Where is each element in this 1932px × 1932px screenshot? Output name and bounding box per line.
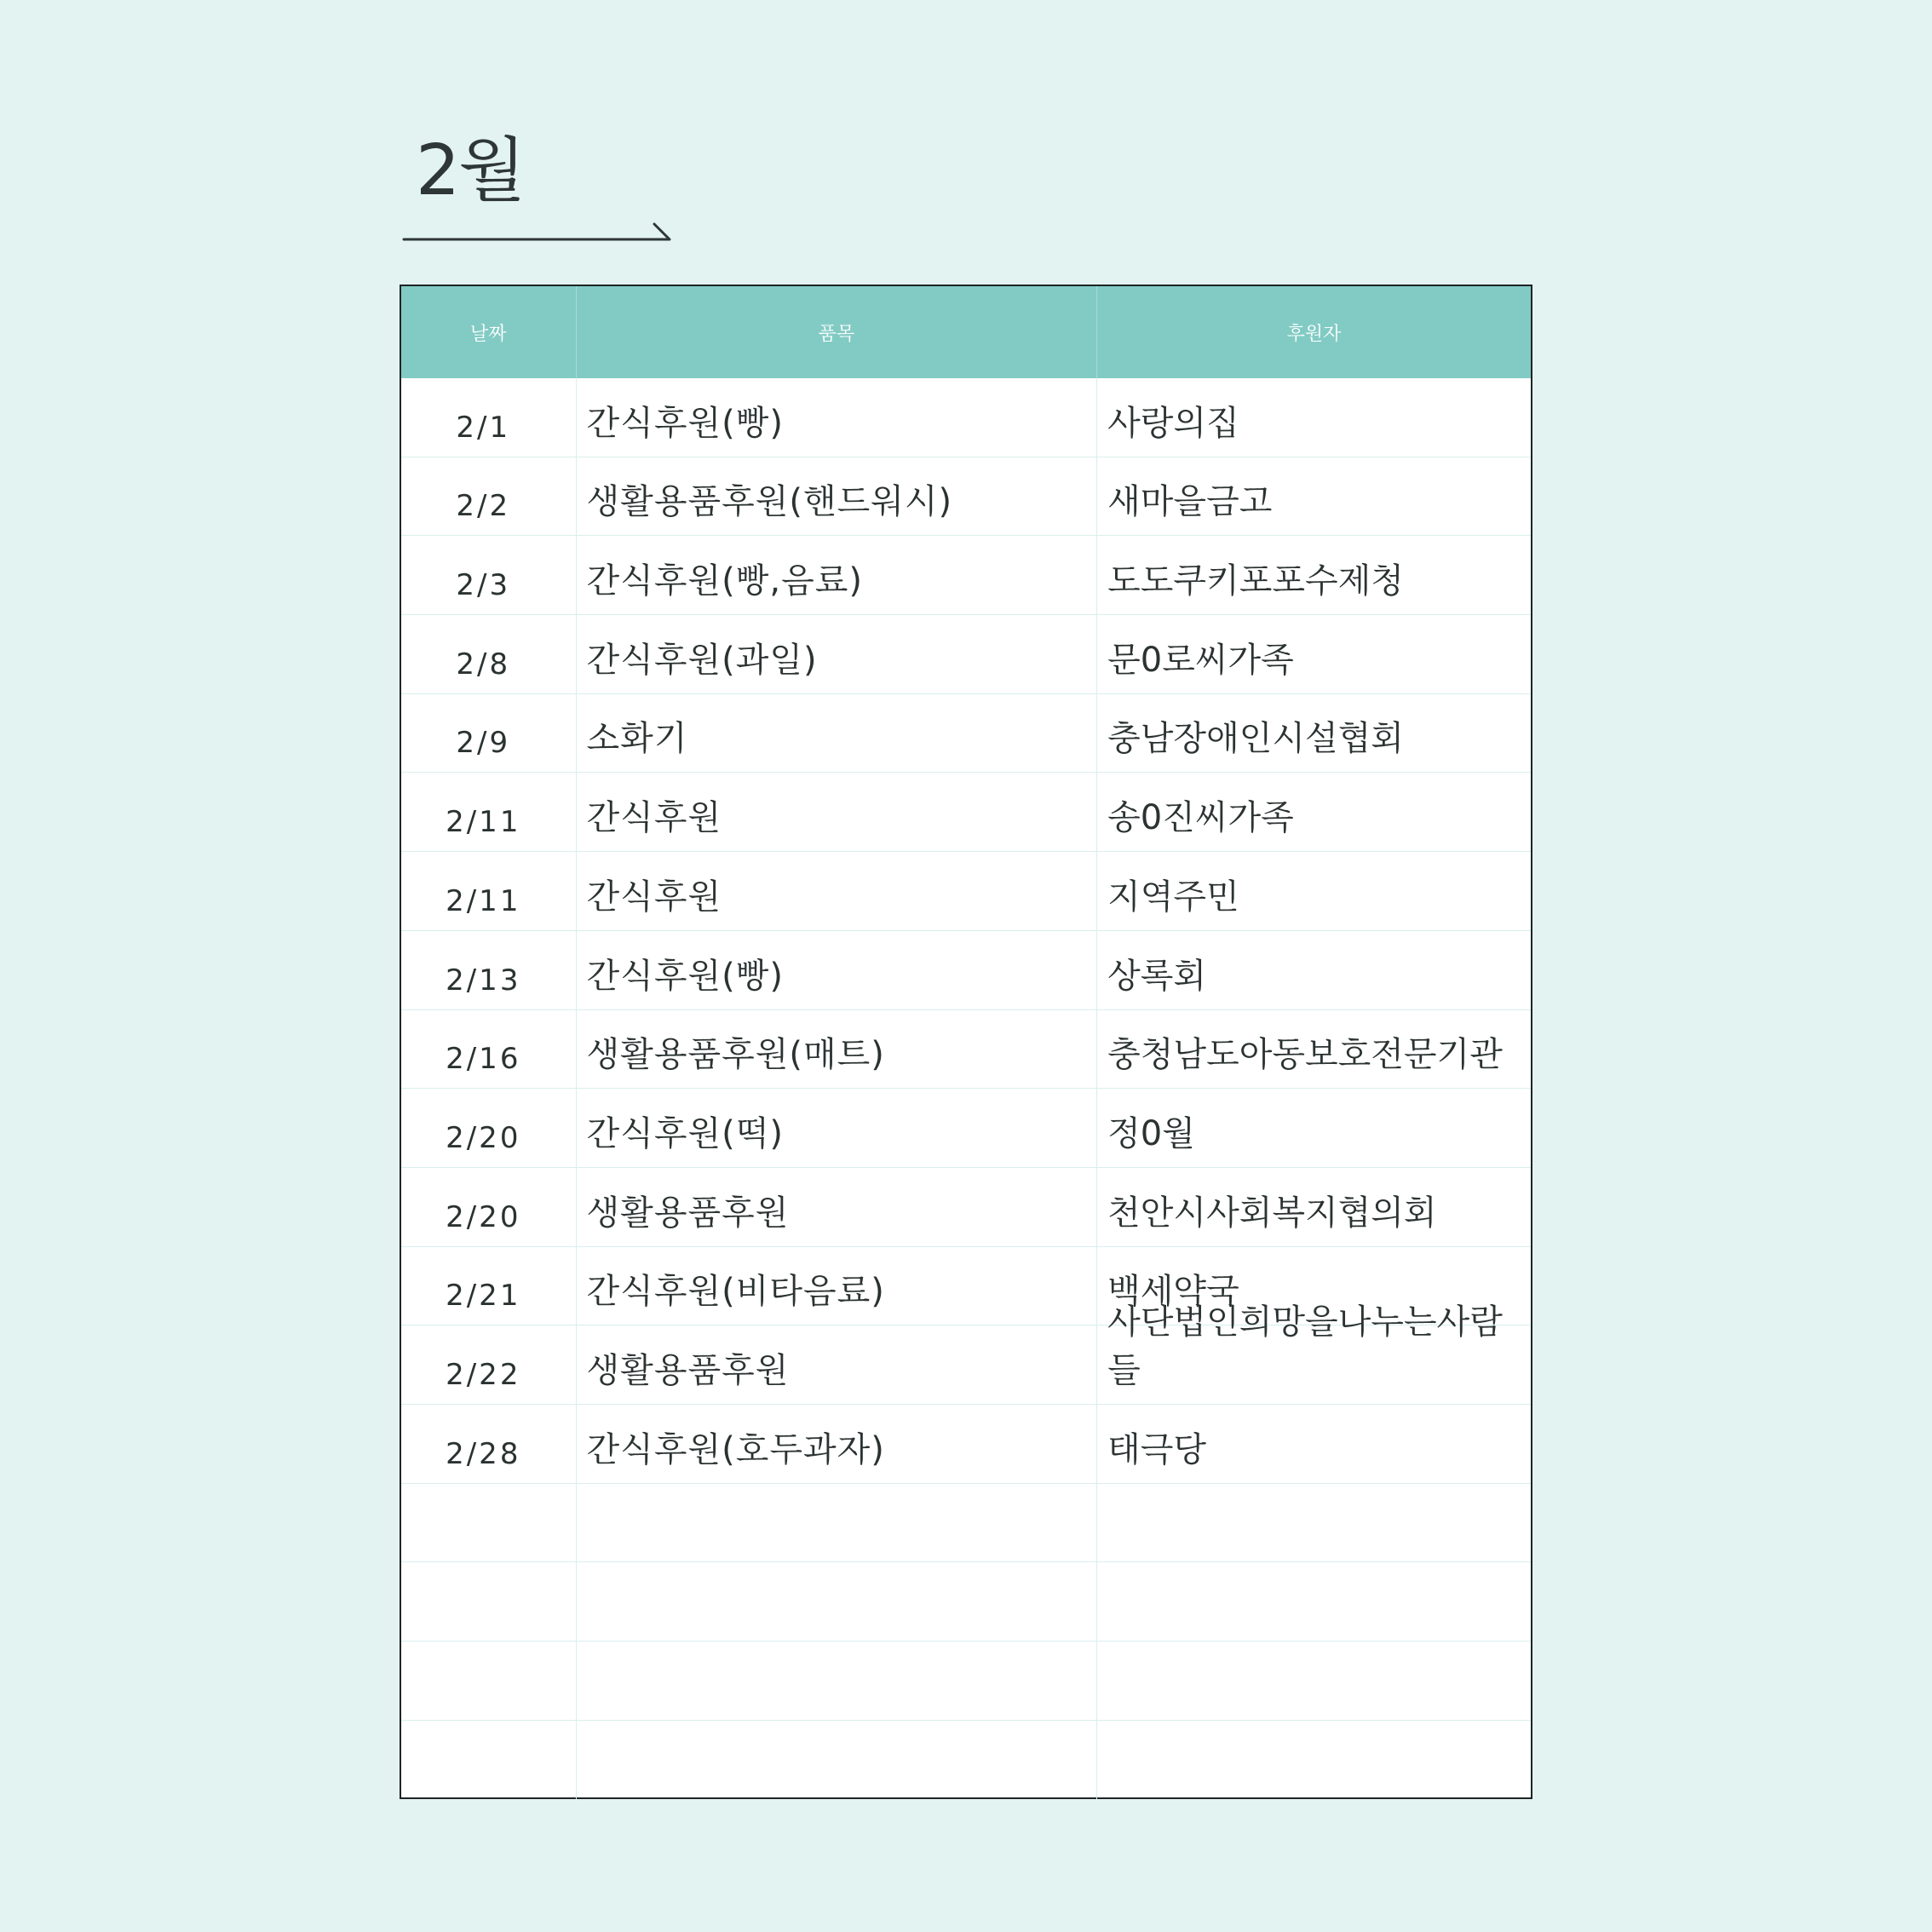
table-row xyxy=(401,1484,1531,1563)
cell-donor: 새마을금고 xyxy=(1096,457,1531,536)
cell-item: 생활용품후원 xyxy=(576,1325,1097,1404)
cell-item: 소화기 xyxy=(576,694,1097,773)
cell-item: 생활용품후원(매트) xyxy=(576,1010,1097,1089)
cell-donor: 태극당 xyxy=(1096,1405,1531,1483)
cell-item: 간식후원(비타음료) xyxy=(576,1247,1097,1325)
table-row xyxy=(401,1010,1531,1090)
cell-date xyxy=(401,1484,576,1562)
cell-donor: 상록회 xyxy=(1096,931,1531,1009)
table-body xyxy=(401,378,1531,1799)
table-row xyxy=(401,1721,1531,1800)
table-row xyxy=(401,457,1531,537)
table-row xyxy=(401,1562,1531,1642)
cell-donor xyxy=(1096,1484,1531,1562)
cell-donor: 문0로씨가족 xyxy=(1096,615,1531,693)
cell-date: 2/16 xyxy=(446,1042,521,1077)
cell-donor: 사랑의집 xyxy=(1096,378,1531,457)
page-title: 2월 xyxy=(416,130,525,211)
cell-donor: 백세약국 xyxy=(1096,1247,1531,1325)
cell-donor: 충청남도아동보호전문기관 xyxy=(1096,1010,1531,1089)
cell-date: 2/13 xyxy=(446,963,521,998)
cell-date: 2/3 xyxy=(456,568,511,603)
cell-date: 2/2 xyxy=(456,489,511,524)
cell-donor: 지역주민 xyxy=(1096,852,1531,930)
cell-item: 간식후원(떡) xyxy=(576,1089,1097,1167)
cell-date: 2/21 xyxy=(446,1279,521,1314)
cell-date xyxy=(401,1642,576,1720)
cell-donor xyxy=(1096,1562,1531,1641)
cell-date: 2/11 xyxy=(446,805,521,840)
cell-donor: 충남장애인시설협회 xyxy=(1096,694,1531,773)
cell-donor: 정0월 xyxy=(1096,1089,1531,1167)
cell-item: 간식후원(빵) xyxy=(576,378,1097,457)
cell-item: 간식후원(빵,음료) xyxy=(576,536,1097,614)
cell-date xyxy=(401,1562,576,1641)
donation-table xyxy=(400,285,1532,1799)
header-date: 날짜 xyxy=(470,323,507,345)
cell-item: 간식후원 xyxy=(576,773,1097,851)
header-donor: 후원자 xyxy=(1096,286,1531,378)
table-row xyxy=(401,1642,1531,1721)
table-row xyxy=(401,773,1531,852)
cell-item xyxy=(576,1484,1097,1562)
cell-date: 2/20 xyxy=(446,1120,521,1155)
cell-item xyxy=(576,1721,1097,1800)
table-row xyxy=(401,694,1531,773)
table-row xyxy=(401,378,1531,457)
cell-item: 생활용품후원(핸드워시) xyxy=(576,457,1097,536)
table-row xyxy=(401,1405,1531,1484)
table-row xyxy=(401,1089,1531,1168)
cell-item xyxy=(576,1642,1097,1720)
cell-donor xyxy=(1096,1721,1531,1800)
cell-donor: 사단법인희망을나누는사람들 xyxy=(1096,1325,1531,1404)
table-row xyxy=(401,852,1531,931)
cell-date: 2/22 xyxy=(446,1357,521,1392)
cell-item: 간식후원(과일) xyxy=(576,615,1097,693)
table-row xyxy=(401,1302,1531,1405)
cell-date: 2/9 xyxy=(456,726,511,761)
cell-donor: 천안시사회복지협의회 xyxy=(1096,1168,1531,1246)
cell-item: 간식후원(빵) xyxy=(576,931,1097,1009)
cell-date: 2/1 xyxy=(456,410,511,445)
table-row xyxy=(401,1168,1531,1247)
table-row xyxy=(401,536,1531,615)
cell-date: 2/8 xyxy=(456,647,511,681)
cell-date: 2/28 xyxy=(446,1436,521,1471)
cell-donor: 도도쿠키포포수제청 xyxy=(1096,536,1531,614)
title-underline-arrow xyxy=(402,217,675,243)
cell-item: 간식후원(호두과자) xyxy=(576,1405,1097,1483)
cell-donor: 송0진씨가족 xyxy=(1096,773,1531,851)
cell-donor xyxy=(1096,1642,1531,1720)
header-item: 품목 xyxy=(576,286,1097,378)
cell-date: 2/20 xyxy=(446,1199,521,1234)
cell-date xyxy=(401,1721,576,1800)
table-row xyxy=(401,931,1531,1010)
cell-item: 간식후원 xyxy=(576,852,1097,930)
table-header xyxy=(401,286,1531,378)
cell-item: 생활용품후원 xyxy=(576,1168,1097,1246)
table-row xyxy=(401,615,1531,694)
cell-date: 2/11 xyxy=(446,883,521,918)
cell-item xyxy=(576,1562,1097,1641)
